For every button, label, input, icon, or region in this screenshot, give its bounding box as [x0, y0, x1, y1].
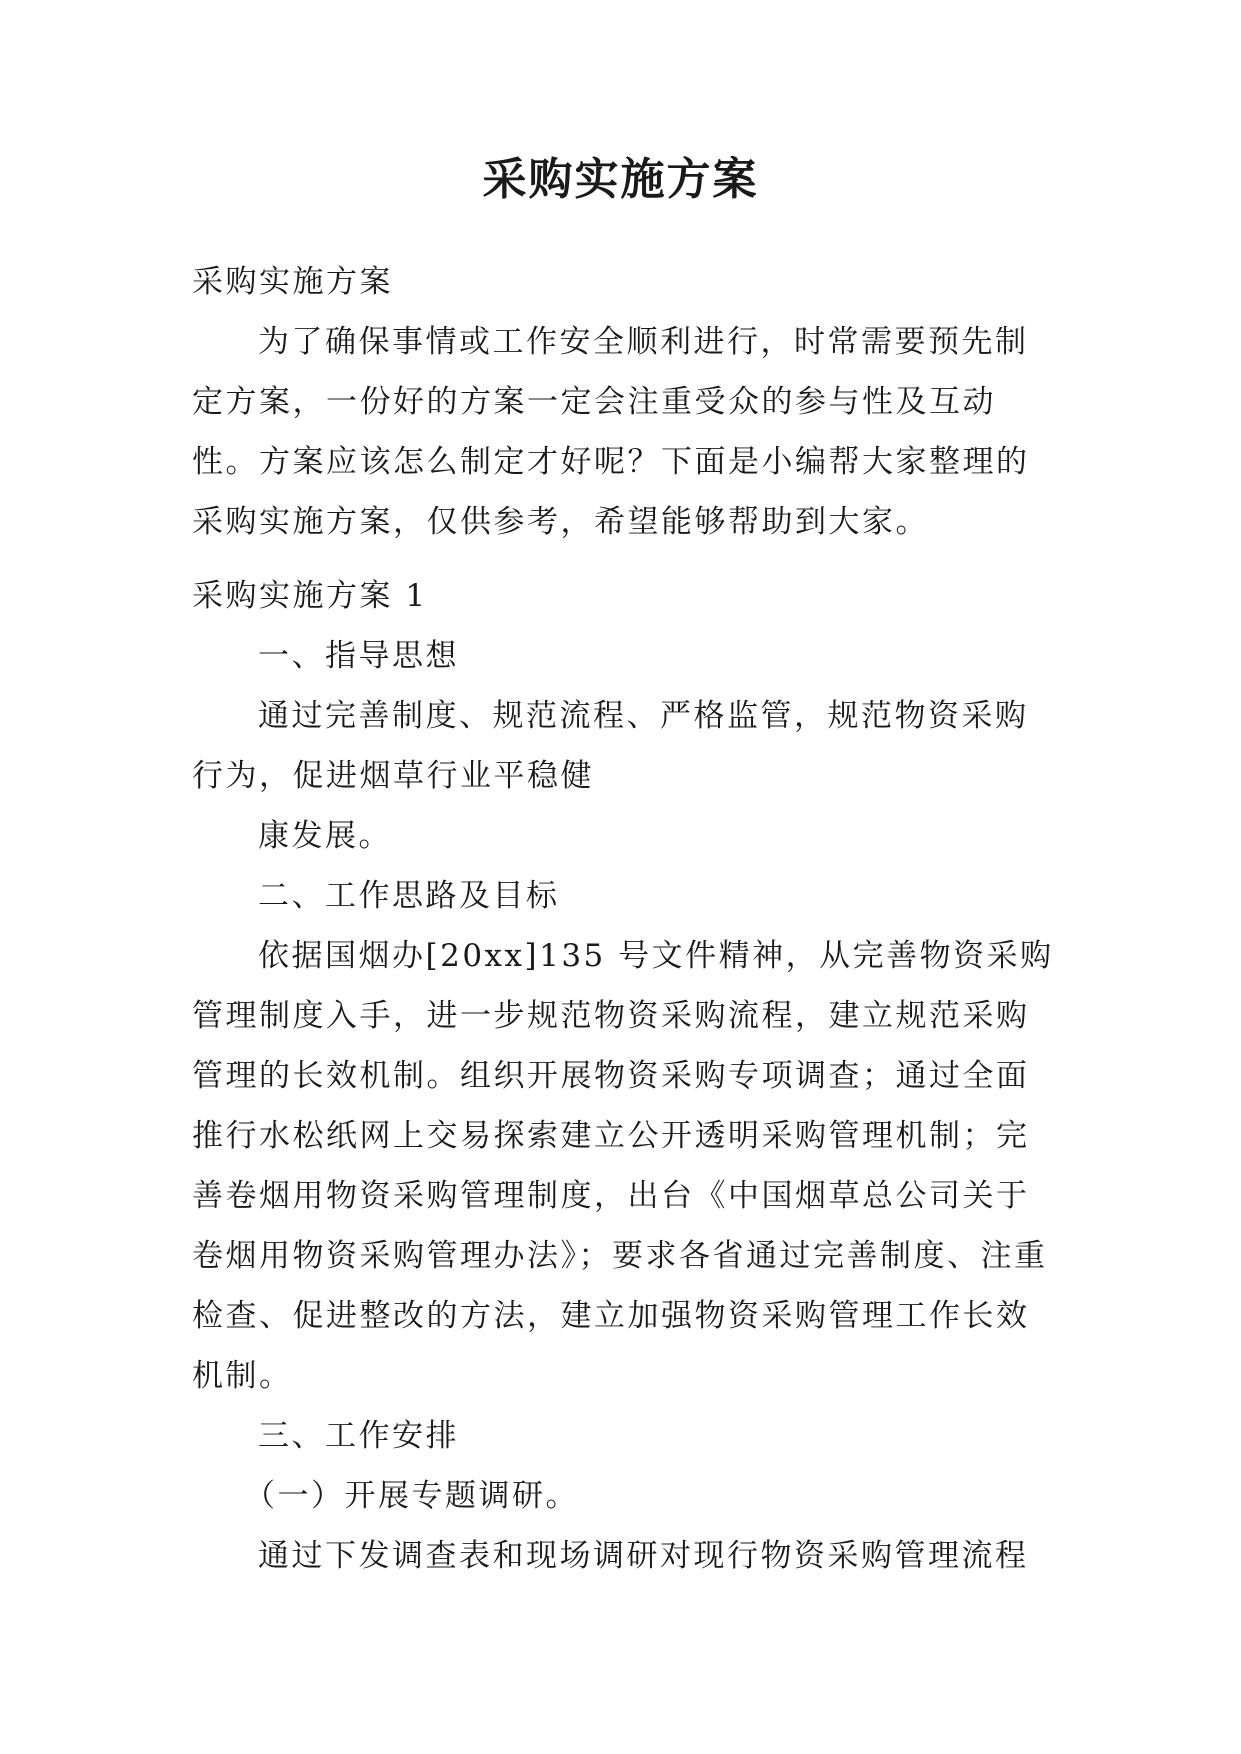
section-1-heading-approach-goals: 二、工作思路及目标	[258, 878, 560, 914]
section-1-heading: 采购实施方案 1	[192, 578, 428, 614]
section-1-paragraph-2: 依据国烟办[20xx]135 号文件精神，从完善物资采购管理制度入手，进一步规范物资采购流程，建立规范采购管理的长效机制。组织开展物资采购专项调查；通过全面推行水松纸网上交易探索建立公开透明采购管理机制；完善卷烟用物资采购管理制度，出台《中国烟草总公司关于卷烟用物资采购管理办法》；要求各省通过完善制度、注重检查、促进整改的方法，建立加强物资采购管理工作长效机制。	[192, 938, 1054, 1394]
section-1-paragraph-1-line-1: 通过完善制度、规范流程、严格监管，规范物资采购行为，促进烟草行业平稳健	[192, 698, 1029, 794]
document-title: 采购实施方案	[482, 154, 759, 205]
intro-block	[192, 252, 1059, 552]
intro-heading: 采购实施方案	[192, 264, 393, 300]
intro-paragraph: 为了确保事情或工作安全顺利进行，时常需要预先制定方案，一份好的方案一定会注重受众的参与性及互动性。方案应该怎么制定才好呢？下面是小编帮大家整理的采购实施方案，仅供参考，希望能够帮助到大家。	[192, 324, 1030, 540]
section-1-heading-work-arrangement: 三、工作安排	[258, 1418, 459, 1454]
section-1-subheading-research: （一）开展专题调研。	[244, 1478, 579, 1514]
section-1-heading-guiding-ideology: 一、指导思想	[258, 638, 459, 674]
section-1	[192, 566, 1059, 1586]
section-1-paragraph-1-line-2: 康发展。	[258, 818, 392, 854]
section-1-paragraph-3: 通过下发调查表和现场调研对现行物资采购管理流程	[258, 1538, 1029, 1574]
